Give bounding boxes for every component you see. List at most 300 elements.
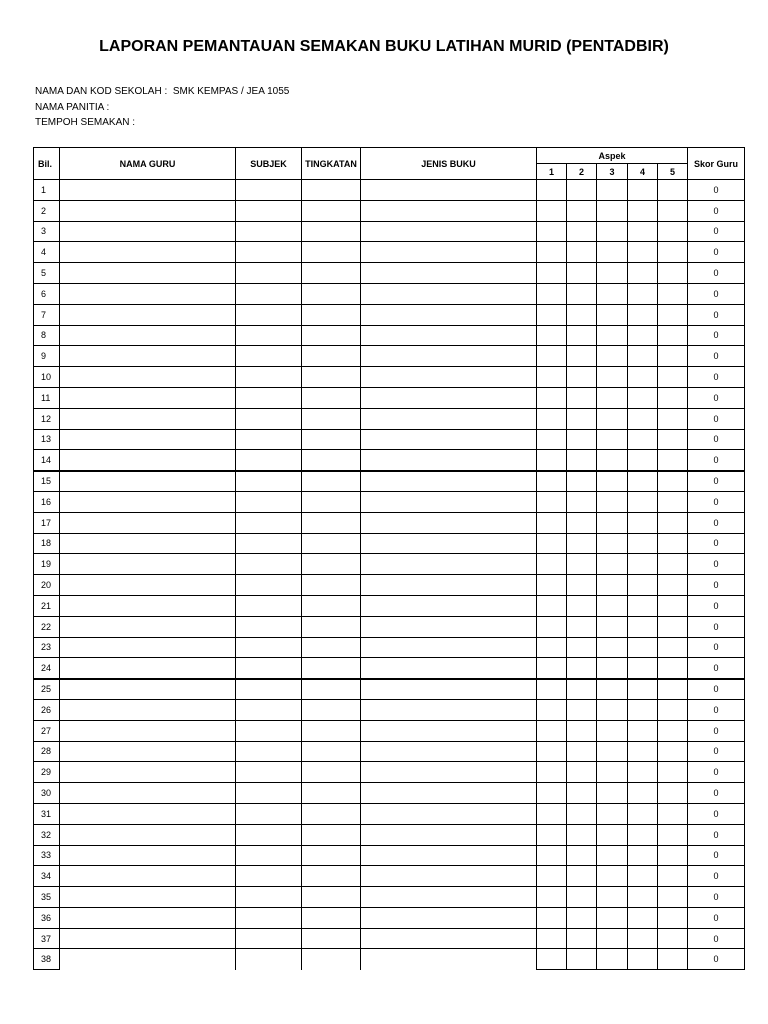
cell-aspek-4[interactable] (628, 325, 658, 346)
cell-nama-guru[interactable] (60, 180, 236, 201)
cell-aspek-2[interactable] (567, 491, 597, 512)
cell-aspek-3[interactable] (597, 887, 628, 908)
cell-aspek-1[interactable] (537, 575, 567, 596)
cell-nama-guru[interactable] (60, 200, 236, 221)
cell-aspek-1[interactable] (537, 200, 567, 221)
cell-aspek-2[interactable] (567, 200, 597, 221)
cell-nama-guru[interactable] (60, 450, 236, 471)
cell-jenis-buku[interactable] (361, 304, 537, 325)
cell-aspek-5[interactable] (658, 762, 688, 783)
cell-aspek-1[interactable] (537, 616, 567, 637)
cell-subjek[interactable] (236, 928, 302, 949)
cell-nama-guru[interactable] (60, 762, 236, 783)
cell-aspek-2[interactable] (567, 180, 597, 201)
cell-aspek-3[interactable] (597, 471, 628, 492)
cell-aspek-3[interactable] (597, 180, 628, 201)
cell-aspek-4[interactable] (628, 803, 658, 824)
cell-aspek-4[interactable] (628, 866, 658, 887)
cell-tingkatan[interactable] (302, 491, 361, 512)
cell-aspek-5[interactable] (658, 512, 688, 533)
cell-aspek-5[interactable] (658, 803, 688, 824)
cell-aspek-3[interactable] (597, 679, 628, 700)
cell-aspek-4[interactable] (628, 637, 658, 658)
cell-nama-guru[interactable] (60, 741, 236, 762)
cell-nama-guru[interactable] (60, 429, 236, 450)
cell-nama-guru[interactable] (60, 595, 236, 616)
cell-tingkatan[interactable] (302, 741, 361, 762)
cell-aspek-1[interactable] (537, 242, 567, 263)
cell-aspek-5[interactable] (658, 346, 688, 367)
cell-aspek-3[interactable] (597, 346, 628, 367)
cell-aspek-1[interactable] (537, 658, 567, 679)
cell-aspek-4[interactable] (628, 512, 658, 533)
cell-jenis-buku[interactable] (361, 512, 537, 533)
cell-tingkatan[interactable] (302, 907, 361, 928)
cell-subjek[interactable] (236, 907, 302, 928)
cell-aspek-3[interactable] (597, 242, 628, 263)
cell-subjek[interactable] (236, 575, 302, 596)
cell-nama-guru[interactable] (60, 803, 236, 824)
cell-aspek-5[interactable] (658, 845, 688, 866)
cell-aspek-1[interactable] (537, 762, 567, 783)
cell-nama-guru[interactable] (60, 824, 236, 845)
cell-nama-guru[interactable] (60, 387, 236, 408)
cell-aspek-5[interactable] (658, 200, 688, 221)
cell-tingkatan[interactable] (302, 180, 361, 201)
cell-jenis-buku[interactable] (361, 387, 537, 408)
cell-tingkatan[interactable] (302, 699, 361, 720)
cell-jenis-buku[interactable] (361, 595, 537, 616)
cell-aspek-5[interactable] (658, 554, 688, 575)
cell-aspek-4[interactable] (628, 762, 658, 783)
cell-tingkatan[interactable] (302, 845, 361, 866)
cell-tingkatan[interactable] (302, 616, 361, 637)
cell-jenis-buku[interactable] (361, 367, 537, 388)
cell-aspek-3[interactable] (597, 554, 628, 575)
cell-aspek-3[interactable] (597, 783, 628, 804)
cell-aspek-1[interactable] (537, 803, 567, 824)
cell-tingkatan[interactable] (302, 658, 361, 679)
cell-aspek-3[interactable] (597, 803, 628, 824)
cell-aspek-3[interactable] (597, 928, 628, 949)
cell-aspek-1[interactable] (537, 783, 567, 804)
cell-jenis-buku[interactable] (361, 887, 537, 908)
cell-subjek[interactable] (236, 387, 302, 408)
cell-aspek-1[interactable] (537, 845, 567, 866)
cell-tingkatan[interactable] (302, 679, 361, 700)
cell-tingkatan[interactable] (302, 762, 361, 783)
cell-subjek[interactable] (236, 367, 302, 388)
cell-jenis-buku[interactable] (361, 845, 537, 866)
cell-aspek-1[interactable] (537, 450, 567, 471)
cell-aspek-5[interactable] (658, 325, 688, 346)
cell-tingkatan[interactable] (302, 263, 361, 284)
cell-aspek-4[interactable] (628, 741, 658, 762)
cell-nama-guru[interactable] (60, 283, 236, 304)
cell-aspek-1[interactable] (537, 554, 567, 575)
cell-aspek-2[interactable] (567, 263, 597, 284)
cell-subjek[interactable] (236, 450, 302, 471)
cell-jenis-buku[interactable] (361, 866, 537, 887)
cell-subjek[interactable] (236, 741, 302, 762)
cell-aspek-3[interactable] (597, 200, 628, 221)
cell-tingkatan[interactable] (302, 512, 361, 533)
cell-subjek[interactable] (236, 949, 302, 970)
cell-aspek-5[interactable] (658, 949, 688, 970)
cell-tingkatan[interactable] (302, 346, 361, 367)
cell-subjek[interactable] (236, 595, 302, 616)
cell-aspek-4[interactable] (628, 408, 658, 429)
cell-nama-guru[interactable] (60, 512, 236, 533)
cell-subjek[interactable] (236, 491, 302, 512)
cell-jenis-buku[interactable] (361, 408, 537, 429)
cell-nama-guru[interactable] (60, 575, 236, 596)
cell-aspek-5[interactable] (658, 221, 688, 242)
cell-aspek-4[interactable] (628, 887, 658, 908)
cell-aspek-3[interactable] (597, 221, 628, 242)
cell-tingkatan[interactable] (302, 408, 361, 429)
cell-subjek[interactable] (236, 242, 302, 263)
cell-aspek-4[interactable] (628, 304, 658, 325)
cell-aspek-1[interactable] (537, 263, 567, 284)
cell-tingkatan[interactable] (302, 949, 361, 970)
cell-aspek-2[interactable] (567, 367, 597, 388)
cell-aspek-2[interactable] (567, 866, 597, 887)
cell-subjek[interactable] (236, 887, 302, 908)
cell-aspek-5[interactable] (658, 637, 688, 658)
cell-aspek-1[interactable] (537, 679, 567, 700)
cell-aspek-2[interactable] (567, 242, 597, 263)
cell-subjek[interactable] (236, 720, 302, 741)
cell-aspek-1[interactable] (537, 367, 567, 388)
cell-subjek[interactable] (236, 679, 302, 700)
cell-subjek[interactable] (236, 699, 302, 720)
cell-aspek-4[interactable] (628, 367, 658, 388)
cell-jenis-buku[interactable] (361, 762, 537, 783)
cell-aspek-2[interactable] (567, 595, 597, 616)
cell-nama-guru[interactable] (60, 658, 236, 679)
cell-jenis-buku[interactable] (361, 221, 537, 242)
cell-aspek-2[interactable] (567, 429, 597, 450)
cell-jenis-buku[interactable] (361, 637, 537, 658)
cell-aspek-2[interactable] (567, 741, 597, 762)
cell-jenis-buku[interactable] (361, 471, 537, 492)
cell-aspek-3[interactable] (597, 575, 628, 596)
cell-tingkatan[interactable] (302, 304, 361, 325)
cell-jenis-buku[interactable] (361, 491, 537, 512)
cell-subjek[interactable] (236, 866, 302, 887)
cell-nama-guru[interactable] (60, 616, 236, 637)
cell-aspek-4[interactable] (628, 221, 658, 242)
cell-aspek-5[interactable] (658, 783, 688, 804)
cell-aspek-1[interactable] (537, 429, 567, 450)
cell-nama-guru[interactable] (60, 783, 236, 804)
cell-aspek-3[interactable] (597, 533, 628, 554)
cell-nama-guru[interactable] (60, 679, 236, 700)
cell-aspek-1[interactable] (537, 928, 567, 949)
cell-aspek-5[interactable] (658, 242, 688, 263)
cell-aspek-3[interactable] (597, 408, 628, 429)
cell-tingkatan[interactable] (302, 928, 361, 949)
cell-aspek-4[interactable] (628, 387, 658, 408)
cell-aspek-5[interactable] (658, 180, 688, 201)
cell-aspek-2[interactable] (567, 845, 597, 866)
cell-aspek-1[interactable] (537, 221, 567, 242)
cell-aspek-4[interactable] (628, 533, 658, 554)
cell-subjek[interactable] (236, 200, 302, 221)
cell-aspek-5[interactable] (658, 533, 688, 554)
cell-aspek-5[interactable] (658, 595, 688, 616)
cell-aspek-2[interactable] (567, 824, 597, 845)
cell-aspek-3[interactable] (597, 949, 628, 970)
cell-nama-guru[interactable] (60, 263, 236, 284)
cell-aspek-4[interactable] (628, 180, 658, 201)
cell-jenis-buku[interactable] (361, 263, 537, 284)
cell-jenis-buku[interactable] (361, 824, 537, 845)
cell-jenis-buku[interactable] (361, 928, 537, 949)
cell-aspek-1[interactable] (537, 283, 567, 304)
cell-aspek-2[interactable] (567, 887, 597, 908)
cell-aspek-4[interactable] (628, 200, 658, 221)
cell-tingkatan[interactable] (302, 720, 361, 741)
cell-aspek-5[interactable] (658, 471, 688, 492)
cell-subjek[interactable] (236, 471, 302, 492)
cell-aspek-2[interactable] (567, 325, 597, 346)
cell-aspek-3[interactable] (597, 595, 628, 616)
cell-jenis-buku[interactable] (361, 283, 537, 304)
cell-aspek-3[interactable] (597, 658, 628, 679)
cell-jenis-buku[interactable] (361, 679, 537, 700)
cell-aspek-2[interactable] (567, 554, 597, 575)
cell-tingkatan[interactable] (302, 595, 361, 616)
cell-aspek-1[interactable] (537, 325, 567, 346)
cell-aspek-2[interactable] (567, 346, 597, 367)
cell-aspek-4[interactable] (628, 595, 658, 616)
cell-subjek[interactable] (236, 845, 302, 866)
cell-jenis-buku[interactable] (361, 949, 537, 970)
cell-subjek[interactable] (236, 783, 302, 804)
cell-aspek-2[interactable] (567, 283, 597, 304)
cell-nama-guru[interactable] (60, 907, 236, 928)
cell-aspek-5[interactable] (658, 283, 688, 304)
cell-aspek-4[interactable] (628, 720, 658, 741)
cell-aspek-5[interactable] (658, 616, 688, 637)
cell-jenis-buku[interactable] (361, 575, 537, 596)
cell-aspek-1[interactable] (537, 304, 567, 325)
cell-subjek[interactable] (236, 408, 302, 429)
cell-subjek[interactable] (236, 762, 302, 783)
cell-aspek-5[interactable] (658, 741, 688, 762)
cell-aspek-3[interactable] (597, 699, 628, 720)
cell-aspek-2[interactable] (567, 679, 597, 700)
cell-aspek-4[interactable] (628, 450, 658, 471)
cell-aspek-1[interactable] (537, 595, 567, 616)
cell-nama-guru[interactable] (60, 928, 236, 949)
cell-aspek-4[interactable] (628, 928, 658, 949)
cell-nama-guru[interactable] (60, 346, 236, 367)
cell-aspek-2[interactable] (567, 450, 597, 471)
cell-aspek-2[interactable] (567, 783, 597, 804)
cell-aspek-4[interactable] (628, 658, 658, 679)
cell-aspek-3[interactable] (597, 616, 628, 637)
cell-aspek-4[interactable] (628, 554, 658, 575)
cell-aspek-3[interactable] (597, 637, 628, 658)
cell-aspek-5[interactable] (658, 679, 688, 700)
cell-subjek[interactable] (236, 263, 302, 284)
cell-subjek[interactable] (236, 554, 302, 575)
cell-jenis-buku[interactable] (361, 242, 537, 263)
cell-tingkatan[interactable] (302, 325, 361, 346)
cell-aspek-2[interactable] (567, 637, 597, 658)
cell-nama-guru[interactable] (60, 242, 236, 263)
cell-aspek-1[interactable] (537, 180, 567, 201)
cell-aspek-5[interactable] (658, 263, 688, 284)
cell-aspek-5[interactable] (658, 887, 688, 908)
cell-jenis-buku[interactable] (361, 325, 537, 346)
cell-aspek-4[interactable] (628, 242, 658, 263)
cell-aspek-4[interactable] (628, 699, 658, 720)
cell-subjek[interactable] (236, 283, 302, 304)
cell-aspek-4[interactable] (628, 616, 658, 637)
cell-subjek[interactable] (236, 221, 302, 242)
cell-aspek-2[interactable] (567, 533, 597, 554)
cell-aspek-5[interactable] (658, 928, 688, 949)
cell-tingkatan[interactable] (302, 533, 361, 554)
cell-nama-guru[interactable] (60, 720, 236, 741)
cell-nama-guru[interactable] (60, 408, 236, 429)
cell-aspek-4[interactable] (628, 845, 658, 866)
cell-aspek-2[interactable] (567, 616, 597, 637)
cell-subjek[interactable] (236, 616, 302, 637)
cell-aspek-2[interactable] (567, 408, 597, 429)
cell-tingkatan[interactable] (302, 637, 361, 658)
cell-jenis-buku[interactable] (361, 450, 537, 471)
cell-aspek-1[interactable] (537, 741, 567, 762)
cell-tingkatan[interactable] (302, 887, 361, 908)
cell-aspek-3[interactable] (597, 720, 628, 741)
cell-subjek[interactable] (236, 803, 302, 824)
cell-subjek[interactable] (236, 824, 302, 845)
cell-jenis-buku[interactable] (361, 699, 537, 720)
cell-tingkatan[interactable] (302, 866, 361, 887)
cell-aspek-5[interactable] (658, 907, 688, 928)
cell-aspek-3[interactable] (597, 866, 628, 887)
cell-aspek-2[interactable] (567, 720, 597, 741)
cell-nama-guru[interactable] (60, 221, 236, 242)
cell-aspek-4[interactable] (628, 949, 658, 970)
cell-aspek-1[interactable] (537, 408, 567, 429)
cell-aspek-4[interactable] (628, 679, 658, 700)
cell-tingkatan[interactable] (302, 283, 361, 304)
cell-aspek-4[interactable] (628, 491, 658, 512)
cell-tingkatan[interactable] (302, 824, 361, 845)
cell-aspek-3[interactable] (597, 762, 628, 783)
cell-aspek-2[interactable] (567, 304, 597, 325)
cell-aspek-2[interactable] (567, 512, 597, 533)
cell-tingkatan[interactable] (302, 429, 361, 450)
cell-tingkatan[interactable] (302, 471, 361, 492)
cell-aspek-2[interactable] (567, 803, 597, 824)
cell-nama-guru[interactable] (60, 304, 236, 325)
cell-aspek-2[interactable] (567, 762, 597, 783)
cell-jenis-buku[interactable] (361, 658, 537, 679)
cell-aspek-5[interactable] (658, 408, 688, 429)
cell-jenis-buku[interactable] (361, 200, 537, 221)
cell-aspek-1[interactable] (537, 949, 567, 970)
cell-aspek-1[interactable] (537, 346, 567, 367)
cell-subjek[interactable] (236, 429, 302, 450)
cell-jenis-buku[interactable] (361, 803, 537, 824)
cell-tingkatan[interactable] (302, 575, 361, 596)
cell-nama-guru[interactable] (60, 637, 236, 658)
cell-aspek-2[interactable] (567, 699, 597, 720)
cell-aspek-1[interactable] (537, 471, 567, 492)
cell-subjek[interactable] (236, 180, 302, 201)
cell-tingkatan[interactable] (302, 803, 361, 824)
cell-aspek-3[interactable] (597, 387, 628, 408)
cell-aspek-5[interactable] (658, 658, 688, 679)
cell-nama-guru[interactable] (60, 491, 236, 512)
cell-aspek-4[interactable] (628, 575, 658, 596)
cell-nama-guru[interactable] (60, 887, 236, 908)
cell-aspek-5[interactable] (658, 720, 688, 741)
cell-aspek-4[interactable] (628, 263, 658, 284)
cell-subjek[interactable] (236, 346, 302, 367)
cell-jenis-buku[interactable] (361, 907, 537, 928)
cell-aspek-3[interactable] (597, 741, 628, 762)
cell-aspek-2[interactable] (567, 907, 597, 928)
cell-aspek-4[interactable] (628, 907, 658, 928)
cell-aspek-5[interactable] (658, 491, 688, 512)
cell-aspek-2[interactable] (567, 949, 597, 970)
cell-nama-guru[interactable] (60, 367, 236, 388)
cell-tingkatan[interactable] (302, 387, 361, 408)
cell-subjek[interactable] (236, 658, 302, 679)
cell-aspek-3[interactable] (597, 907, 628, 928)
cell-subjek[interactable] (236, 533, 302, 554)
cell-aspek-3[interactable] (597, 491, 628, 512)
cell-aspek-5[interactable] (658, 699, 688, 720)
cell-jenis-buku[interactable] (361, 533, 537, 554)
cell-aspek-5[interactable] (658, 575, 688, 596)
cell-jenis-buku[interactable] (361, 616, 537, 637)
cell-aspek-4[interactable] (628, 783, 658, 804)
cell-aspek-3[interactable] (597, 824, 628, 845)
cell-tingkatan[interactable] (302, 221, 361, 242)
cell-tingkatan[interactable] (302, 242, 361, 263)
cell-aspek-1[interactable] (537, 887, 567, 908)
cell-tingkatan[interactable] (302, 554, 361, 575)
cell-aspek-5[interactable] (658, 387, 688, 408)
cell-aspek-3[interactable] (597, 283, 628, 304)
cell-nama-guru[interactable] (60, 533, 236, 554)
cell-nama-guru[interactable] (60, 471, 236, 492)
cell-jenis-buku[interactable] (361, 783, 537, 804)
cell-subjek[interactable] (236, 637, 302, 658)
cell-aspek-2[interactable] (567, 658, 597, 679)
cell-aspek-1[interactable] (537, 512, 567, 533)
cell-aspek-3[interactable] (597, 512, 628, 533)
cell-aspek-1[interactable] (537, 387, 567, 408)
cell-aspek-2[interactable] (567, 471, 597, 492)
cell-aspek-2[interactable] (567, 387, 597, 408)
cell-nama-guru[interactable] (60, 699, 236, 720)
cell-aspek-4[interactable] (628, 346, 658, 367)
cell-nama-guru[interactable] (60, 554, 236, 575)
cell-aspek-1[interactable] (537, 720, 567, 741)
cell-aspek-1[interactable] (537, 866, 567, 887)
cell-jenis-buku[interactable] (361, 554, 537, 575)
